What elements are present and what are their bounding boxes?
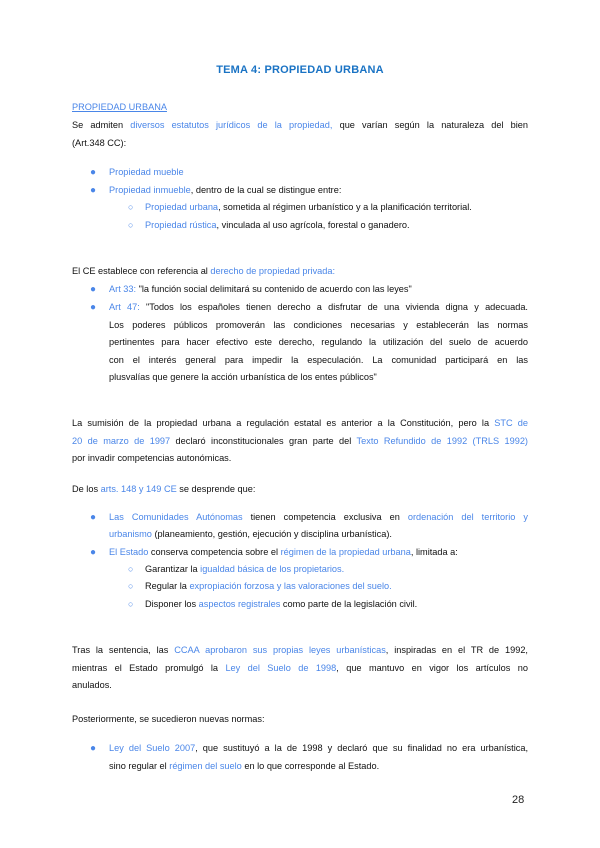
paragraph-2 xyxy=(72,263,335,280)
list1-sub1 xyxy=(145,199,472,216)
circle-bullet-icon: ○ xyxy=(128,220,134,230)
paragraph-5-line-2 xyxy=(72,660,528,677)
circle-bullet-icon: ○ xyxy=(128,564,134,574)
list2-item2-line5: plusvalías que genere la acción urbanística de los entes públicos" xyxy=(109,372,377,382)
link-text: expropiación forzosa y las valoraciones del suelo. xyxy=(189,581,392,591)
list3-sub2 xyxy=(145,578,392,595)
link-text: Texto Refundido de 1992 (TRLS 1992) xyxy=(356,436,528,446)
bullet-icon: ● xyxy=(90,302,97,313)
link-text: régimen de la propiedad urbana xyxy=(280,547,411,557)
text: , sometida al régimen urbanístico y a la planificación territorial. xyxy=(218,202,472,212)
link-text: Art 47: xyxy=(109,302,140,312)
circle-bullet-icon: ○ xyxy=(128,202,134,212)
text: (planeamiento, gestión, ejecución y disciplina urbanística). xyxy=(151,529,392,539)
text: De los xyxy=(72,484,101,494)
paragraph-4 xyxy=(72,481,255,498)
text: Se admiten xyxy=(72,120,131,130)
list3-sub1 xyxy=(145,561,344,578)
text: "la función social delimitará su contenido de acuerdo con las leyes" xyxy=(136,284,412,294)
text: Regular la xyxy=(145,581,190,591)
page-title: TEMA 4: PROPIEDAD URBANA xyxy=(216,64,384,76)
text: Garantizar la xyxy=(145,564,201,574)
paragraph-5-line-1 xyxy=(72,642,528,659)
link-text: Propiedad rústica xyxy=(145,220,217,230)
list1-sub2 xyxy=(145,217,410,234)
link-text: aspectos registrales xyxy=(198,599,281,609)
paragraph-1-line-2: (Art.348 CC): xyxy=(72,138,127,148)
circle-bullet-icon: ○ xyxy=(128,581,134,591)
list3-item1-line2 xyxy=(109,526,392,543)
text: sino regular el xyxy=(109,761,170,771)
link-text: igualdad básica de los propietarios. xyxy=(200,564,345,574)
text: que varían según la naturaleza del bien xyxy=(332,120,529,130)
link-text: Propiedad urbana xyxy=(145,202,219,212)
text: se desprende que: xyxy=(176,484,256,494)
bullet-icon: ● xyxy=(90,167,97,178)
link-text: Art 33: xyxy=(109,284,137,294)
list3-item1-line1 xyxy=(109,509,528,526)
link-text: Ley del Suelo de 1998 xyxy=(225,663,337,673)
paragraph-3-line-1 xyxy=(72,415,528,432)
text: El CE establece con referencia al xyxy=(72,266,211,276)
text: La sumisión de la propiedad urbana a regulación estatal es anterior a la Constitución, pero la xyxy=(72,418,495,428)
bullet-icon: ● xyxy=(90,547,97,558)
bullet-icon: ● xyxy=(90,185,97,196)
paragraph-3-line-2 xyxy=(72,433,528,450)
bullet-icon: ● xyxy=(90,284,97,295)
link-text: derecho de propiedad privada: xyxy=(210,266,336,276)
text: conserva competencia sobre el xyxy=(148,547,281,557)
text: , vinculada al uso agrícola, forestal o ganadero. xyxy=(216,220,410,230)
section-heading: PROPIEDAD URBANA xyxy=(72,102,167,112)
text: Tras la sentencia, las xyxy=(72,645,175,655)
page-number: 28 xyxy=(512,794,525,806)
text: tienen competencia exclusiva en xyxy=(242,512,408,522)
text: como parte de la legislación civil. xyxy=(280,599,418,609)
text: declaró inconstitucionales gran parte del xyxy=(170,436,357,446)
list3-item2 xyxy=(109,544,458,561)
link-text: Propiedad inmueble xyxy=(109,185,191,195)
list2-item2-line2: Los poderes públicos promoverán las condiciones necesarias y establecerán las normas xyxy=(109,320,528,330)
list2-item2-line1 xyxy=(109,299,528,316)
list2-item1 xyxy=(109,281,412,298)
list2-item2-line3: pertinentes para hacer efectivo este derecho, regulando la utilización del suelo de acuerdo xyxy=(109,337,528,347)
circle-bullet-icon: ○ xyxy=(128,599,134,609)
link-text: diversos estatutos jurídicos de la propiedad, xyxy=(130,120,333,130)
text: , limitada a: xyxy=(410,547,458,557)
text: , que sustituyó a la de 1998 y declaró que su finalidad no era urbanística, xyxy=(195,743,528,753)
list1-item2 xyxy=(109,182,341,199)
list1-item1: Propiedad mueble xyxy=(109,167,184,177)
link-text: urbanismo xyxy=(109,529,152,539)
link-text: Ley del Suelo 2007 xyxy=(109,743,196,753)
list4-item1-line2 xyxy=(109,758,379,775)
bullet-icon: ● xyxy=(90,743,97,754)
link-text: arts. 148 y 149 CE xyxy=(100,484,177,494)
text: , que mantuvo en vigor los artículos no xyxy=(336,663,528,673)
text: Disponer los xyxy=(145,599,199,609)
list4-item1-line1 xyxy=(109,740,528,757)
text: en lo que corresponde al Estado. xyxy=(241,761,380,771)
list2-item2-line4: con el interés general para impedir la especulación. La comunidad participará en las xyxy=(109,355,528,365)
text: "Todos los españoles tienen derecho a disfrutar de una vivienda digna y adecuada. xyxy=(139,302,528,312)
bullet-icon: ● xyxy=(90,512,97,523)
text: , dentro de la cual se distingue entre: xyxy=(190,185,342,195)
link-text: CCAA aprobaron sus propias leyes urbanísticas xyxy=(174,645,386,655)
text: , inspiradas en el TR de 1992, xyxy=(385,645,528,655)
link-text: STC de xyxy=(494,418,528,428)
link-text: ordenación del territorio y xyxy=(407,512,528,522)
paragraph-5-line-3: anulados. xyxy=(72,680,112,690)
paragraph-3-line-3: por invadir competencias autonómicas. xyxy=(72,453,232,463)
paragraph-6: Posteriormente, se sucedieron nuevas normas: xyxy=(72,714,265,724)
paragraph-1-line-1 xyxy=(72,117,528,134)
text: mientras el Estado promulgó la xyxy=(72,663,226,673)
list3-sub3 xyxy=(145,596,417,613)
link-text: Las Comunidades Autónomas xyxy=(109,512,243,522)
link-text: El Estado xyxy=(109,547,149,557)
link-text: régimen del suelo xyxy=(169,761,242,771)
link-text: 20 de marzo de 1997 xyxy=(72,436,171,446)
